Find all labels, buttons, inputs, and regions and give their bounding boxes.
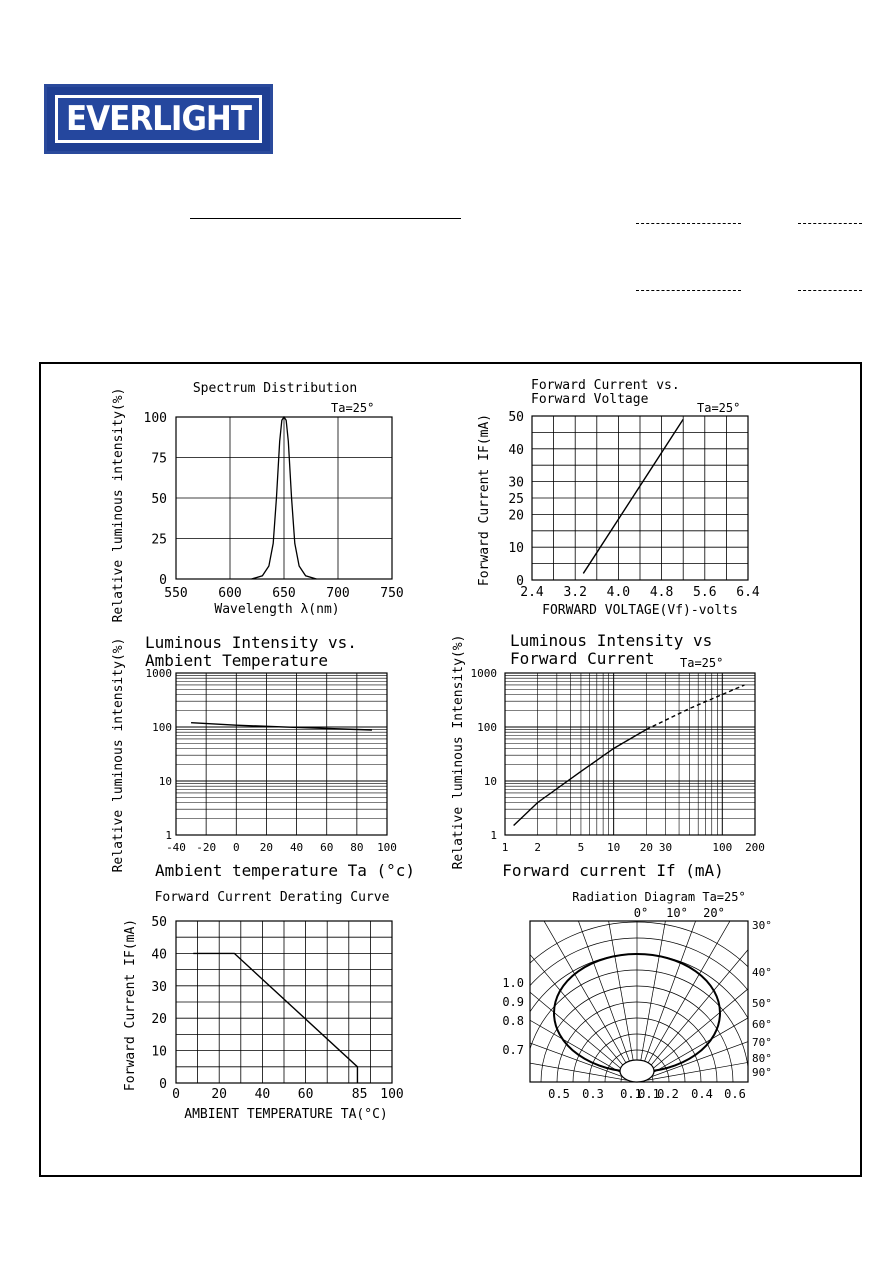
- x-tick-label: 100: [712, 841, 733, 854]
- chart-title: Forward Current vs.: [531, 378, 680, 393]
- distance-label: 0.1: [638, 1087, 660, 1101]
- x-tick-label: -20: [196, 841, 217, 854]
- x-tick-label: 700: [326, 586, 350, 601]
- y-tick-label: 1: [165, 829, 172, 842]
- y-tick-label: 100: [143, 411, 167, 426]
- x-tick-label: 200: [745, 841, 765, 854]
- x-tick-label: 60: [320, 841, 334, 854]
- x-tick-label: 80: [350, 841, 364, 854]
- x-tick-label: 1: [501, 841, 509, 854]
- chart-title: Forward Current: [510, 649, 655, 668]
- angle-label: 0°: [633, 906, 649, 920]
- x-tick-label: 20: [639, 841, 653, 854]
- y-axis-label: Relative luminous intensity(%): [111, 387, 126, 623]
- y-axis-label: Relative luminous Intensity(%): [451, 634, 466, 870]
- y-tick-label: 75: [151, 451, 167, 467]
- angle-line: [585, 787, 637, 1082]
- x-tick-label: 4.8: [649, 585, 674, 600]
- angle-label: 20°: [703, 906, 725, 920]
- y-tick-label: 0: [159, 573, 167, 588]
- y-tick-label: 25: [508, 492, 524, 507]
- x-tick-label: 20: [211, 1087, 228, 1102]
- chart-title: Spectrum Distribution: [192, 381, 358, 396]
- x-tick-label: 750: [380, 586, 404, 601]
- x-tick-label: 5.6: [693, 585, 717, 600]
- angle-line: [355, 979, 637, 1082]
- x-axis-label: FORWARD VOLTAGE(Vf)-volts: [542, 603, 738, 618]
- annotation: Ta=25°: [697, 401, 741, 415]
- x-tick-label: 2.4: [520, 585, 544, 600]
- distance-label: 0.2: [657, 1087, 679, 1101]
- x-axis-label: Wavelength λ(nm): [214, 602, 340, 617]
- x-tick-label: 600: [218, 586, 242, 601]
- y-tick-label: 10: [158, 775, 172, 788]
- y-tick-label: 10: [483, 775, 497, 788]
- chart-title: Luminous Intensity vs: [510, 631, 713, 650]
- x-tick-label: 20: [259, 841, 274, 854]
- angle-label: 60°: [752, 1018, 772, 1031]
- angle-label: 50°: [752, 997, 772, 1010]
- iv-curve: [583, 419, 683, 573]
- annotation: Ta=25°: [331, 401, 375, 415]
- y-tick-label: 40: [508, 442, 524, 458]
- logo-text: EVERLIGHT: [65, 99, 252, 139]
- distance-label: 0.4: [691, 1087, 713, 1101]
- x-tick-label: 10: [607, 841, 621, 854]
- angle-label: 10°: [666, 906, 688, 920]
- y-tick-label: 100: [152, 721, 172, 734]
- distance-label: 0.1: [620, 1087, 642, 1101]
- distance-label: 0.5: [548, 1087, 570, 1101]
- angle-label: 30°: [752, 919, 772, 932]
- y-tick-label: 20: [151, 1012, 167, 1028]
- y-tick-label: 10: [508, 541, 524, 557]
- y-tick-label: 0: [159, 1077, 167, 1092]
- radial-label: 0.7: [502, 1043, 524, 1057]
- y-tick-label: 50: [508, 410, 524, 425]
- y-tick-label: 50: [151, 915, 167, 930]
- x-tick-label: 550: [164, 586, 188, 601]
- radial-label: 1.0: [502, 976, 524, 990]
- x-tick-label: 100: [380, 1087, 404, 1102]
- temp-curve: [191, 723, 372, 730]
- radial-label: 0.9: [502, 995, 524, 1009]
- y-tick-label: 1: [490, 829, 497, 842]
- angle-line: [342, 1030, 637, 1082]
- x-tick-label: 6.4: [736, 585, 760, 600]
- y-tick-label: 30: [508, 475, 524, 491]
- radial-label: 0.8: [502, 1014, 524, 1028]
- y-tick-label: 25: [151, 532, 167, 548]
- chart-title: Radiation Diagram Ta=25°: [572, 890, 746, 904]
- x-tick-label: 100: [377, 841, 397, 854]
- x-tick-label: 40: [289, 841, 304, 854]
- chart-title: Luminous Intensity vs.: [145, 633, 357, 652]
- y-tick-label: 0: [516, 574, 524, 589]
- origin-lobe: [620, 1060, 654, 1082]
- x-axis-label: Forward current If (mA): [502, 861, 724, 880]
- x-tick-label: 60: [297, 1087, 314, 1102]
- current-curve-solid: [514, 729, 647, 825]
- y-axis-label: Forward Current IF(mA): [123, 918, 138, 1092]
- y-tick-label: 1000: [470, 667, 497, 680]
- angle-line: [534, 800, 637, 1082]
- x-tick-label: 650: [272, 586, 296, 601]
- angle-line: [444, 852, 637, 1082]
- y-axis-label: Relative luminous intensity(%): [111, 637, 126, 873]
- angle-line: [637, 852, 830, 1082]
- angle-label: 70°: [752, 1036, 772, 1049]
- x-tick-label: 5: [577, 841, 585, 854]
- y-tick-label: 50: [151, 492, 167, 507]
- plot-frame: [176, 673, 387, 835]
- y-axis-label: Forward Current IF(mA): [477, 413, 492, 587]
- angle-label: 90°: [752, 1066, 772, 1079]
- x-axis-label: Ambient temperature Ta (°c): [154, 861, 416, 880]
- angle-label: 40°: [752, 966, 772, 979]
- distance-label: 0.3: [582, 1087, 604, 1101]
- chart-title: Forward Current Derating Curve: [154, 890, 390, 905]
- y-tick-label: 100: [477, 721, 497, 734]
- x-tick-label: 0: [232, 841, 240, 854]
- x-tick-label: 30: [658, 841, 673, 854]
- x-tick-label: 0: [172, 1087, 180, 1102]
- x-tick-label: 85: [351, 1087, 368, 1102]
- x-axis-label: AMBIENT TEMPERATURE TA(°C): [184, 1107, 388, 1122]
- y-tick-label: 20: [508, 508, 524, 524]
- y-tick-label: 1000: [145, 667, 172, 680]
- annotation: Ta=25°: [680, 656, 724, 670]
- angle-line: [637, 787, 689, 1082]
- current-curve-dashed: [646, 685, 744, 729]
- chart-title: Ambient Temperature: [145, 651, 329, 670]
- y-tick-label: 40: [151, 947, 167, 963]
- y-tick-label: 10: [151, 1044, 167, 1060]
- x-tick-label: 40: [254, 1087, 271, 1102]
- distance-label: 0.6: [724, 1087, 746, 1101]
- y-tick-label: 30: [151, 979, 167, 995]
- x-tick-label: 2: [534, 841, 542, 854]
- angle-label: 80°: [752, 1052, 772, 1065]
- chart-title: Forward Voltage: [531, 392, 649, 407]
- x-tick-label: 3.2: [563, 585, 587, 600]
- x-tick-label: 4.0: [606, 585, 631, 600]
- x-tick-label: -40: [166, 841, 186, 854]
